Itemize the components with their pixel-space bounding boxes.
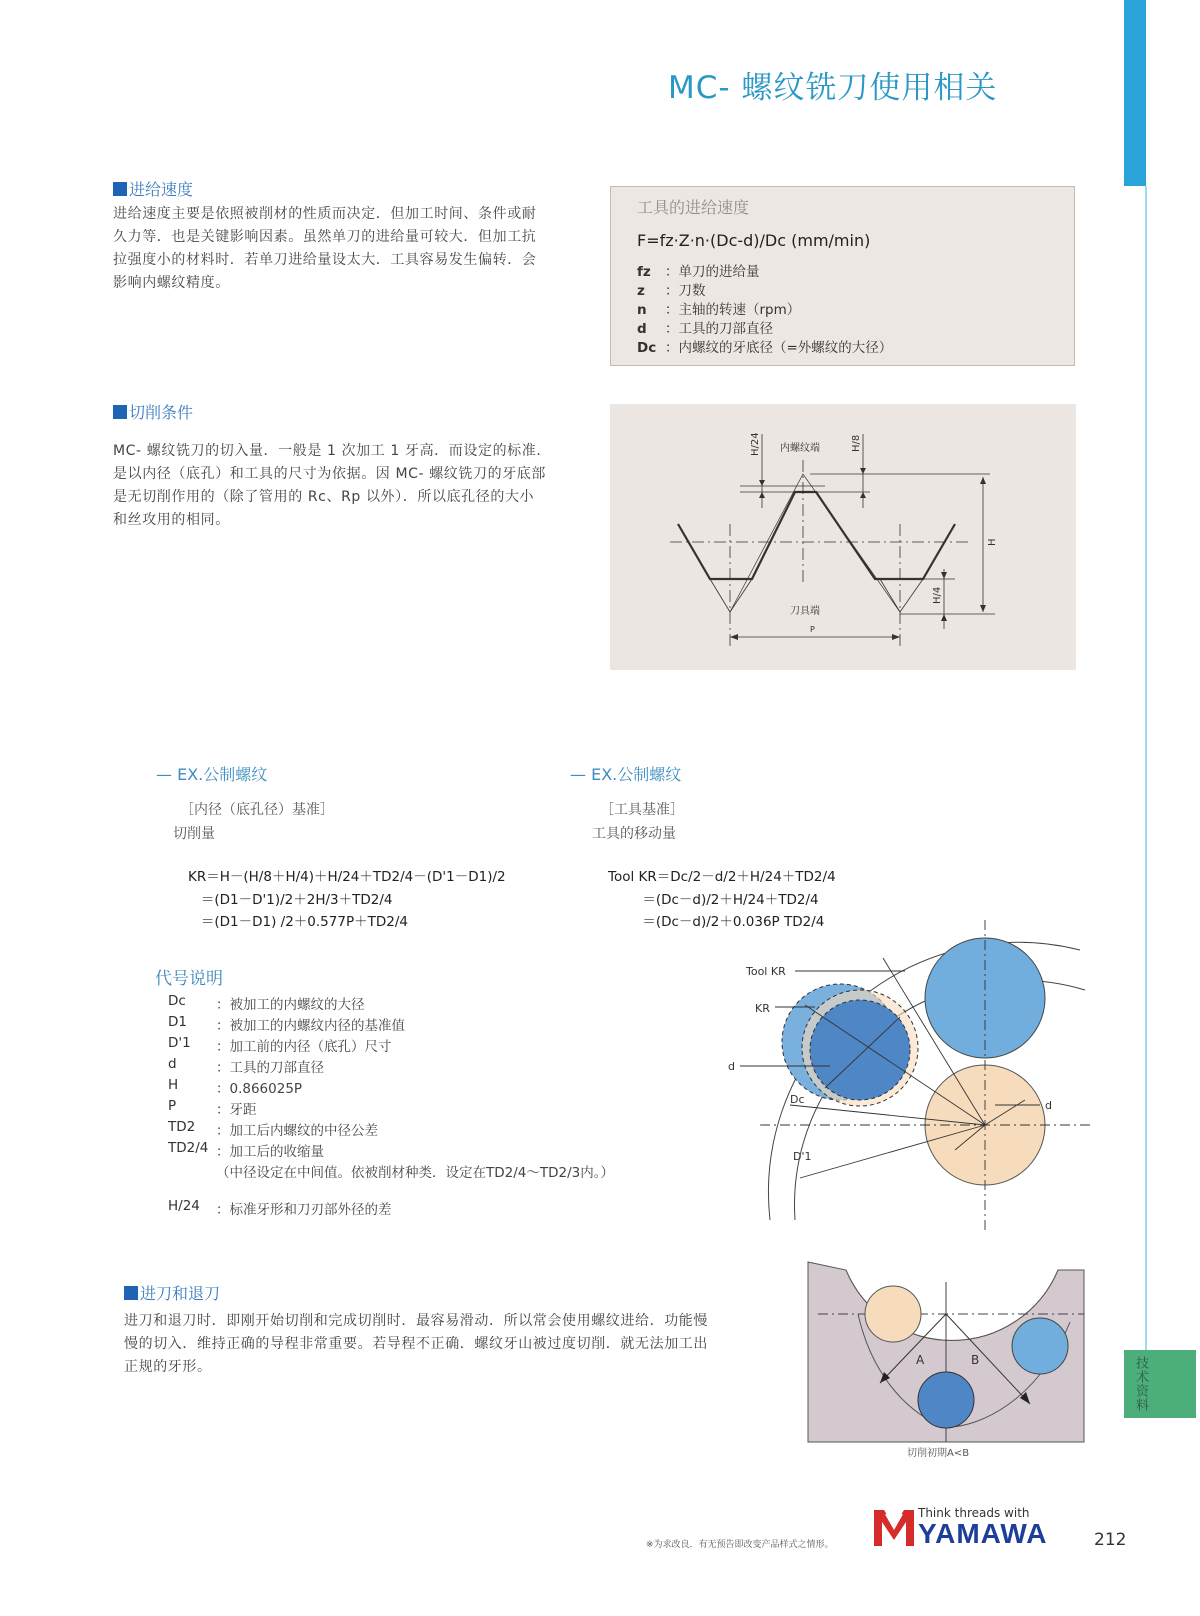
feed-speed-paragraph [113, 203, 583, 295]
example-right-basis: ［工具基准］ [600, 802, 684, 818]
sidebar-accent-bar [1124, 0, 1146, 186]
legend-row: D'1 ：加工前的内径（底孔）尺寸 [168, 1035, 392, 1055]
tool-path-diagram [728, 920, 1090, 1230]
label-pitch: P [810, 625, 815, 634]
equation-line: ＝(Dc－d)/2＋0.036P TD2/4 [608, 914, 825, 930]
brand-tagline: Think threads with [918, 1506, 1030, 1520]
label-d1-prime: D'1 [793, 1150, 812, 1163]
paragraph-line: 慢的切入．维持正确的导程非常重要。若导程不正确．螺纹牙山被过度切削．就无法加工出 [124, 1336, 708, 1352]
equation-line: KR＝H－(H/8＋H/4)＋H/24＋TD2/4－(D'1－D1)/2 [188, 869, 506, 885]
legend-row: H/24 ：标准牙形和刀刃部外径的差 [168, 1198, 392, 1218]
cutting-conditions-heading [113, 400, 193, 423]
example-left-equations [188, 866, 506, 934]
feed-formula-box [610, 186, 1075, 366]
equation-line: ＝(D1－D'1)/2＋2H/3＋TD2/4 [188, 891, 393, 908]
label-a: A [916, 1353, 925, 1367]
section-tab-label: 技术资料 [1133, 1356, 1148, 1412]
example-left-subtitle: 切削量 [173, 826, 215, 842]
brand-name: YAMAWA [918, 1518, 1048, 1549]
symbol-legend [168, 993, 614, 1219]
label-tool-end: 刀具端 [790, 606, 820, 617]
page-number: 212 [1094, 1530, 1127, 1550]
entry-exit-caption: 切削初期A<B [907, 1448, 970, 1459]
formula-variable: d ：工具的刀部直径 [637, 321, 773, 337]
legend-row: D1 ：被加工的内螺纹内径的基准值 [168, 1014, 405, 1034]
example-right-subtitle: 工具的移动量 [592, 826, 676, 842]
paragraph-line: 拉强度小的材料时．若单刀进给量设太大．工具容易发生偏转．会 [113, 252, 537, 268]
symbol-legend-title: 代号说明 [155, 969, 223, 989]
cutting-conditions-paragraph [113, 440, 593, 532]
section-square-icon [124, 1286, 138, 1300]
thread-profile-diagram [610, 404, 1076, 670]
entry-exit-heading [124, 1281, 220, 1304]
paragraph-line: 进刀和退刀时．即刚开始切削和完成切削时．最容易滑动．所以常会使用螺纹进给．功能慢 [124, 1313, 708, 1329]
example-left-basis: ［内径（底孔径）基准］ [180, 802, 334, 818]
label-internal-crest: 内螺纹端 [780, 443, 820, 454]
page-title: MC- 螺纹铣刀使用相关 [668, 70, 998, 106]
tool-path-svg [728, 920, 1090, 1230]
entry-exit-svg [808, 1262, 1088, 1442]
label-d-right: d [1045, 1099, 1052, 1112]
equation-line: Tool KR＝Dc/2－d/2＋H/24＋TD2/4 [608, 869, 836, 885]
label-h: H [987, 538, 998, 546]
sidebar-guide-line [1145, 186, 1147, 1351]
footer-disclaimer: ※为求改良．有无预告即改变产品样式之情形。 [646, 1540, 834, 1550]
label-d: d [728, 1060, 735, 1073]
label-h4: H/4 [932, 586, 943, 604]
label-tool-kr: Tool KR [746, 965, 786, 978]
legend-row: H ：0.866025P [168, 1077, 303, 1097]
label-kr: KR [755, 1002, 770, 1015]
label-b: B [971, 1353, 980, 1367]
example-left-heading: — EX.公制螺纹 [156, 765, 268, 784]
paragraph-line: 进给速度主要是依照被削材的性质而决定．但加工时间、条件或耐 [113, 206, 537, 222]
formula-variable-list [637, 263, 892, 358]
entry-exit-paragraph [124, 1310, 764, 1379]
legend-row: d ：工具的刀部直径 [168, 1056, 324, 1076]
cutting-conditions-heading-text: 切削条件 [129, 403, 194, 422]
label-dc: Dc [790, 1093, 805, 1106]
section-square-icon [113, 405, 127, 419]
paragraph-line: 久力等．也是关键影响因素。虽然单刀的进给量可较大．但加工抗 [113, 229, 537, 245]
paragraph-line: 和丝攻用的相同。 [113, 512, 230, 528]
example-right-heading: — EX.公制螺纹 [570, 765, 682, 784]
formula-box-title: 工具的进给速度 [637, 198, 750, 217]
thread-profile-svg [610, 404, 1076, 670]
paragraph-line: 是无切削作用的（除了管用的 Rc、Rp 以外）．所以底孔径的大小 [113, 489, 535, 505]
paragraph-line: 是以内径（底孔）和工具的尺寸为依据。因 MC- 螺纹铣刀的牙底部 [113, 466, 547, 482]
formula-variable: n ：主轴的转速（rpm） [637, 302, 801, 318]
formula-variable: Dc ：内螺纹的牙底径（=外螺纹的大径） [637, 340, 893, 356]
legend-row: TD2 ：加工后内螺纹的中径公差 [168, 1119, 378, 1139]
entry-exit-diagram [808, 1262, 1088, 1442]
feed-speed-heading-text: 进给速度 [129, 180, 194, 199]
legend-row: TD2/4 ：加工后的收缩量 [168, 1140, 324, 1160]
legend-row: （中径设定在中间值。依被削材种类．设定在TD2/4～TD2/3内。） [216, 1165, 614, 1181]
label-h24: H/24 [750, 432, 761, 456]
section-square-icon [113, 182, 127, 196]
entry-exit-heading-text: 进刀和退刀 [140, 1284, 221, 1303]
legend-row: Dc ：被加工的内螺纹的大径 [168, 993, 365, 1013]
label-h8: H/8 [851, 434, 862, 452]
yamawa-logo-mark-icon [872, 1506, 916, 1548]
feed-speed-heading [113, 177, 193, 200]
paragraph-line: 正规的牙形。 [124, 1359, 212, 1375]
legend-row: P ：牙距 [168, 1098, 257, 1118]
formula-variable: fz ：单刀的进给量 [637, 264, 760, 280]
equation-line: ＝(Dc－d)/2＋H/24＋TD2/4 [608, 891, 819, 908]
paragraph-line: 影响内螺纹精度。 [113, 275, 230, 291]
paragraph-line: MC- 螺纹铣刀的切入量．一般是 1 次加工 1 牙高．而设定的标准． [113, 443, 551, 459]
equation-line: ＝(D1－D1) /2＋0.577P＋TD2/4 [188, 914, 408, 930]
feed-formula: F=fz·Z·n·(Dc-d)/Dc (mm/min) [637, 231, 871, 250]
formula-variable: z ：刀数 [637, 283, 706, 299]
